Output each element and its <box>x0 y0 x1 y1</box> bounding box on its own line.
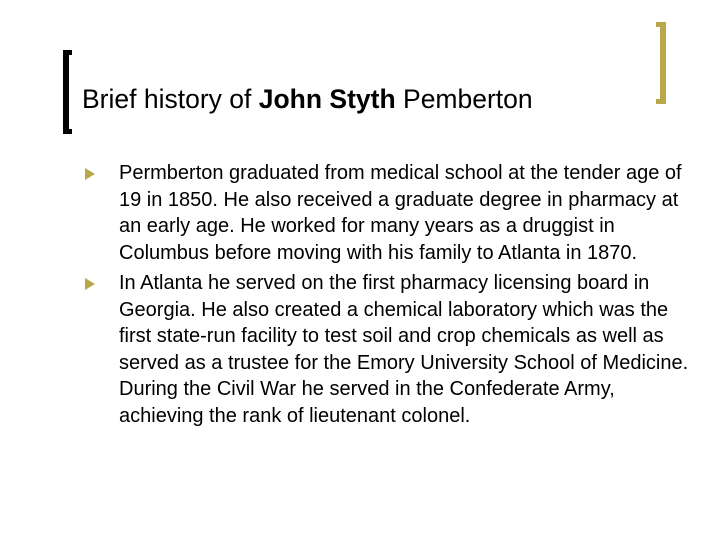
title-bold-name: John Styth <box>258 84 396 114</box>
triangle-bullet-icon <box>85 168 95 180</box>
triangle-bullet-icon <box>85 278 95 290</box>
bullet-text: In Atlanta he served on the first pharmacy licensing board in Georgia. He also created a chemical laboratory which was the first state-run facility to test soil and crop chemicals as well as served as a trustee for the Emory University School of Medicine. During the Civil War he served in the Confederate Army, achieving the rank of lieutenant colonel. <box>119 272 689 427</box>
right-bracket-decoration <box>656 22 666 104</box>
title-suffix: Pemberton <box>395 84 533 114</box>
bullet-item <box>82 160 702 266</box>
slide-title <box>82 82 533 116</box>
bullet-text: Permberton graduated from medical school at the tender age of 19 in 1850. He also received a graduate degree in pharmacy at an early age. He worked for many years as a druggist in Columbus before moving with his family to Atlanta in 1870. <box>119 162 682 264</box>
title-prefix: Brief history of <box>82 84 259 114</box>
bullet-item <box>82 270 702 429</box>
left-bracket-decoration <box>63 50 72 134</box>
bullet-list <box>82 160 702 433</box>
